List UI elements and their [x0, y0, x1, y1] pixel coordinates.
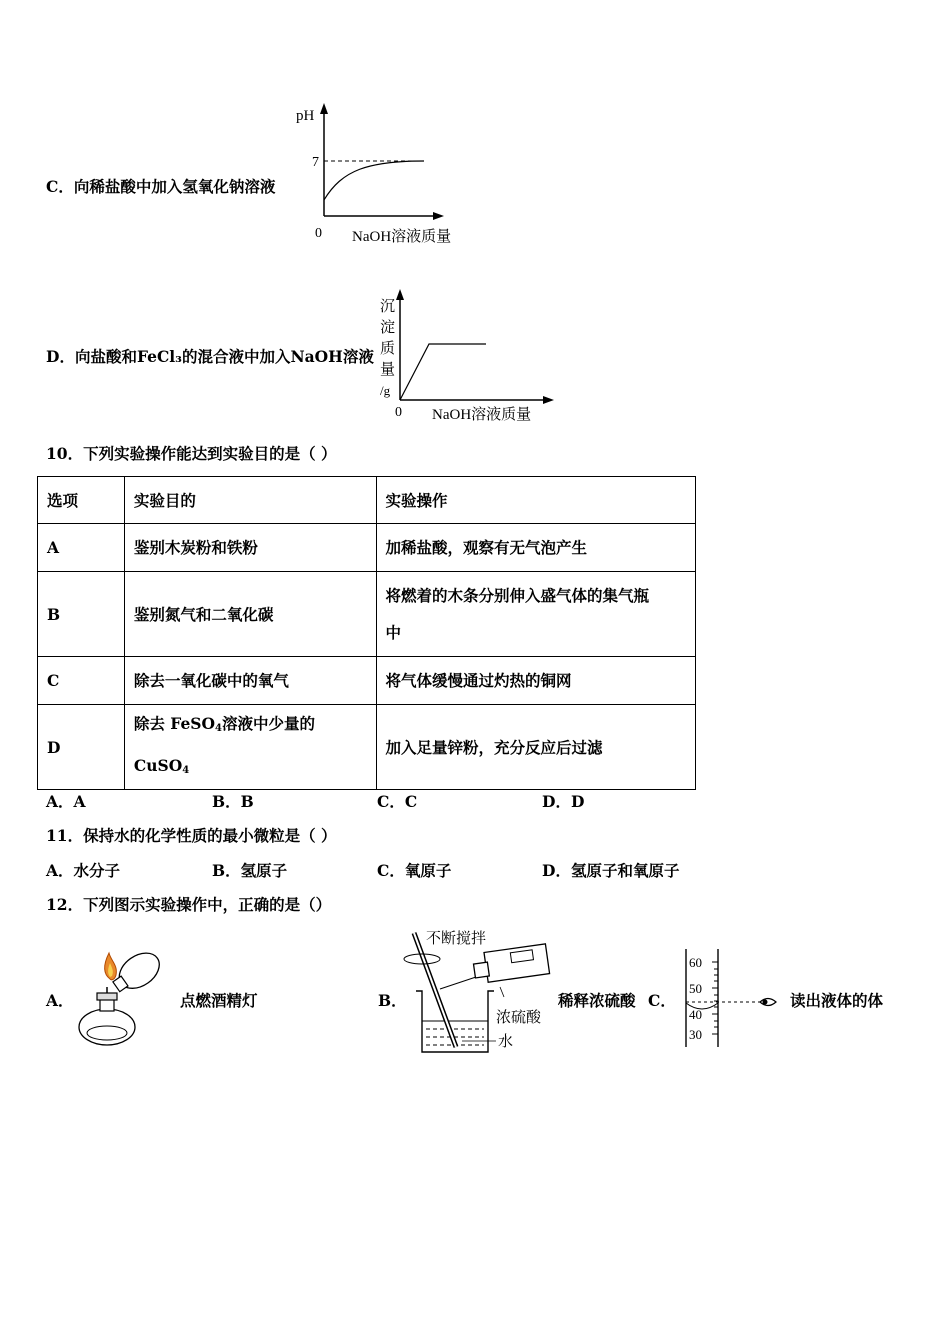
- goal-line: CuSO$_4$: [133, 756, 190, 776]
- table-header-cell: 实验操作: [376, 477, 695, 524]
- acid-bottle-neck-icon: [474, 962, 490, 978]
- scale-label-30: 30: [689, 1027, 702, 1042]
- water-label: 水: [498, 1034, 514, 1050]
- acid-label: 浓硫酸: [496, 1010, 542, 1026]
- table-cell-goal: 鉴别木炭粉和铁粉: [124, 524, 376, 572]
- table-header-row: [38, 477, 696, 524]
- q11-stem: 11．保持水的化学性质的最小微粒是（ ）: [46, 826, 337, 845]
- q10-table: [37, 476, 696, 790]
- precipitate-series: [400, 344, 486, 400]
- lamp-wick-holder-icon: [97, 993, 117, 1000]
- acid-bottle-icon: [484, 944, 550, 982]
- q12-option-a-caption: 点燃酒精灯: [180, 991, 258, 1010]
- chart-x-axis-label: NaOH溶液质量: [352, 229, 452, 245]
- chart-y-label-char: /g: [380, 383, 391, 398]
- table-cell-goal: [124, 705, 376, 790]
- glass-rod-inner-icon: [414, 933, 456, 1047]
- chart-y-label-char: 沉: [380, 299, 396, 315]
- table-cell-option: B: [38, 572, 125, 657]
- scale-label-40: 40: [689, 1007, 702, 1022]
- q11-option-a: A．水分子: [46, 861, 121, 880]
- chart-tick-label-7: 7: [312, 155, 319, 170]
- eye-pupil-icon: [763, 1000, 768, 1005]
- q9-option-c-label: C．向稀盐酸中加入氢氧化钠溶液: [46, 177, 276, 196]
- table-header-cell: 实验目的: [124, 477, 376, 524]
- acid-label-pointer: [500, 987, 504, 997]
- table-cell-operation: [376, 572, 695, 657]
- table-cell-option: D: [38, 705, 125, 790]
- table-row: [38, 705, 696, 790]
- scale-label-60: 60: [689, 955, 702, 970]
- chart-x-axis-label: NaOH溶液质量: [432, 407, 532, 423]
- q12-option-c-caption: 读出液体的体: [790, 991, 884, 1010]
- ph-curve-series: [324, 161, 424, 200]
- q10-option-d: D．D: [542, 792, 585, 811]
- chart-y-label-char: 淀: [380, 320, 396, 336]
- chart-y-axis-label: pH: [296, 108, 315, 124]
- lamp-neck-icon: [100, 999, 114, 1011]
- goal-line: 除去 FeSO$_4$溶液中少量的: [133, 714, 315, 734]
- q12-stem: 12．下列图示实验操作中，正确的是（）: [46, 895, 332, 914]
- q10-stem: 10．下列实验操作能达到实验目的是（ ）: [46, 444, 337, 463]
- q12-option-b-letter: B．: [378, 991, 407, 1010]
- operation-line: 中: [385, 623, 402, 642]
- table-cell-option: C: [38, 657, 125, 705]
- q11-option-b: B．氢原子: [212, 861, 288, 880]
- scale-label-50: 50: [689, 981, 702, 996]
- table-cell-operation: 将气体缓慢通过灼热的铜网: [376, 657, 695, 705]
- x-axis-arrow-icon: [433, 212, 444, 220]
- alcohol-lamp-lighting-illustration: [74, 943, 174, 1051]
- q12-option-b-caption: 稀释浓硫酸: [558, 991, 636, 1010]
- eye-icon: [760, 999, 776, 1006]
- table-cell-option: A: [38, 524, 125, 572]
- precipitate-chart: [376, 283, 566, 429]
- chart-y-label-char: 量: [380, 362, 396, 378]
- q10-option-c: C．C: [377, 792, 418, 811]
- table-row: [38, 657, 696, 705]
- table-row: [38, 572, 696, 657]
- table-cell-goal: 鉴别氮气和二氧化碳: [124, 572, 376, 657]
- chart-y-label-char: 质: [380, 341, 396, 357]
- operation-line: 将燃着的木条分别伸入盛气体的集气瓶: [385, 586, 650, 605]
- dilute-acid-illustration: [400, 925, 560, 1057]
- stir-label: 不断搅拌: [426, 931, 487, 947]
- table-cell-operation: 加入足量锌粉，充分反应后过滤: [376, 705, 695, 790]
- table-header-cell: 选项: [38, 477, 125, 524]
- acid-stream-icon: [440, 977, 476, 989]
- ph-curve-chart: [290, 98, 480, 248]
- q11-option-d: D．氢原子和氧原子: [542, 861, 680, 880]
- x-axis-arrow-icon: [543, 396, 554, 404]
- y-axis-arrow-icon: [396, 289, 404, 300]
- q12-option-c-letter: C．: [648, 991, 676, 1010]
- q9-option-d-label: D．向盐酸和FeCl₃的混合液中加入NaOH溶液: [46, 347, 374, 366]
- q10-option-b: B．B: [212, 792, 254, 811]
- table-row: [38, 524, 696, 572]
- cylinder-reading-illustration: [672, 945, 782, 1051]
- table-cell-operation: 加稀盐酸，观察有无气泡产生: [376, 524, 695, 572]
- q11-option-c: C．氧原子: [377, 861, 452, 880]
- chart-origin-label: 0: [315, 226, 322, 241]
- y-axis-arrow-icon: [320, 103, 328, 114]
- q10-option-a: A．A: [46, 792, 86, 811]
- chart-origin-label: 0: [395, 405, 402, 420]
- table-cell-goal: 除去一氧化碳中的氧气: [124, 657, 376, 705]
- q12-option-a-letter: A．: [46, 991, 74, 1010]
